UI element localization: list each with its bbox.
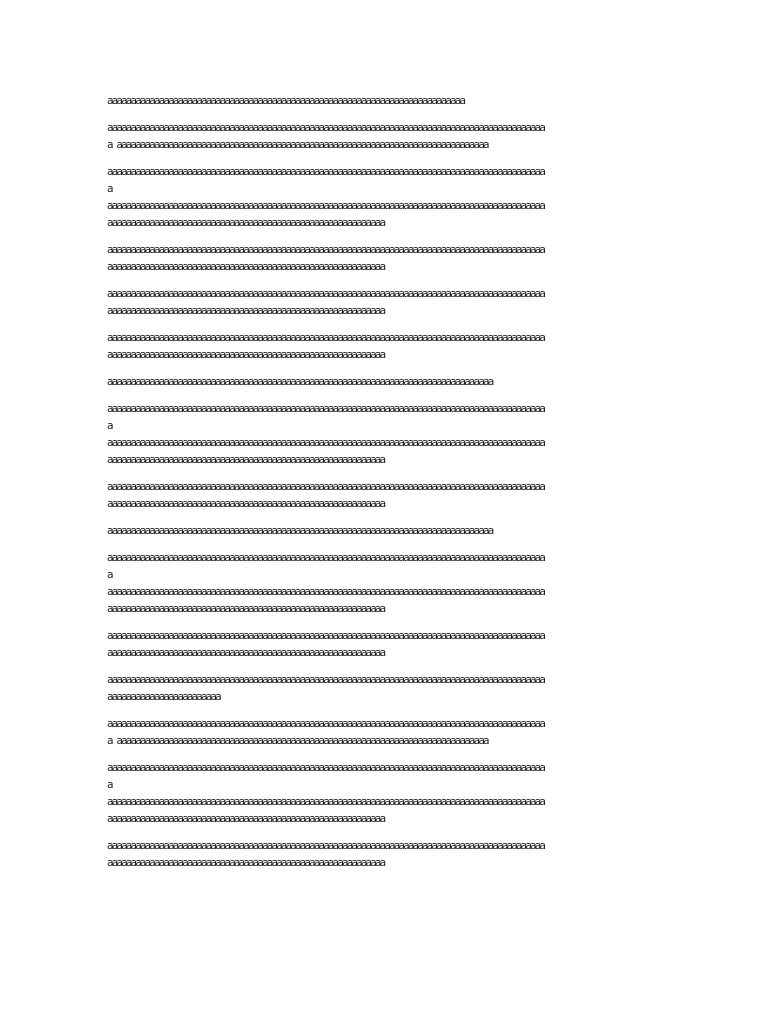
text-line: a (107, 778, 112, 791)
text-line: aaaaaaaaaaaaaaaaaaaaaaaaaaaaaaaaaaaaaaaaaaaaaaaaaaaaaaaaaaaaaaaaaaaaaaaaaaaaaaaaaaaaaaaaaaaaa (107, 165, 545, 178)
text-line: aaaaaaaaaaaaaaaaaaaaaaaaaaaaaaaaaaaaaaaaaaaaaaaaaaaaaaaaaaaaaaaaaaaaaaaaaaaaaaaaaaaaaaaaaaaaa (107, 480, 545, 493)
text-line: aaaaaaaaaaaaaaaaaaaaaaaaaaaaaaaaaaaaaaaaaaaaaaaaaaaaaaaaaaaaaaaaaaaaaaaaaaaaaaaaaaaaaaaaaaaaa (107, 436, 545, 449)
text-line: aaaaaaaaaaaaaaaaaaaaaaaaaaaaaaaaaaaaaaaaaaaaaaaaaaaaaaaaaaaaaaaaaaaaaaaaaaaaaaaaaa (107, 524, 493, 537)
document-body (107, 92, 661, 881)
paragraph (107, 627, 661, 661)
text-line: a (107, 568, 112, 581)
text-line: aaaaaaaaaaaaaaaaaaaaaaaaaaaaaaaaaaaaaaaaaaaaaaaaaaaaaaaaaaaaaaaaaaaaaaaaaaaaaaaaaaaaaaaaaaaaa (107, 585, 545, 598)
paragraph (107, 285, 661, 319)
paragraph (107, 163, 661, 231)
text-line: aaaaaaaaaaaaaaaaaaaaaaaaaaaaaaaaaaaaaaaaaaaaaaaaaaaaaaaaaaa (107, 304, 385, 317)
paragraph (107, 241, 661, 275)
text-line: a (107, 419, 112, 432)
text-line: aaaaaaaaaaaaaaaaaaaaaaaaaaaaaaaaaaaaaaaaaaaaaaaaaaaaaaaaaaaaaaaaaaaaaaaaaaaaaaaaaaaaaaaaaaaaa (107, 199, 545, 212)
text-line: aaaaaaaaaaaaaaaaaaaaaaaaaaaaaaaaaaaaaaaaaaaaaaaaaaaaaaaaaaaaaaaaaaaaaaaaaaaaaaaaaaaaaaaaaaaaa (107, 243, 545, 256)
text-line: aaaaaaaaaaaaaaaaaaaaaaaaaaaaaaaaaaaaaaaaaaaaaaaaaaaaaaaaaaaaaaaaaaaaaaaaaaaaaaaaaaaaaaaaaaaaa (107, 761, 545, 774)
text-line: aaaaaaaaaaaaaaaaaaaaaaaaaaaaaaaaaaaaaaaaaaaaaaaaaaaaaaaaaaa (107, 646, 385, 659)
paragraph (107, 715, 661, 749)
text-line: aaaaaaaaaaaaaaaaaaaaaaaaaaaaaaaaaaaaaaaaaaaaaaaaaaaaaaaaaaaaaaaaaaaaaaaaaaaa (107, 94, 465, 107)
paragraph (107, 400, 661, 468)
text-line: aaaaaaaaaaaaaaaaaaaaaaaaaaaaaaaaaaaaaaaaaaaaaaaaaaaaaaaaaaa (107, 348, 385, 361)
text-line: aaaaaaaaaaaaaaaaaaaaaaaa (107, 690, 220, 703)
text-line: aaaaaaaaaaaaaaaaaaaaaaaaaaaaaaaaaaaaaaaaaaaaaaaaaaaaaaaaaaa (107, 453, 385, 466)
text-line: aaaaaaaaaaaaaaaaaaaaaaaaaaaaaaaaaaaaaaaaaaaaaaaaaaaaaaaaaaa (107, 856, 385, 869)
paragraph (107, 478, 661, 512)
paragraph (107, 671, 661, 705)
text-line: aaaaaaaaaaaaaaaaaaaaaaaaaaaaaaaaaaaaaaaaaaaaaaaaaaaaaaaaaaa (107, 497, 385, 510)
text-line: aaaaaaaaaaaaaaaaaaaaaaaaaaaaaaaaaaaaaaaaaaaaaaaaaaaaaaaaaaa (107, 812, 385, 825)
text-line: a aaaaaaaaaaaaaaaaaaaaaaaaaaaaaaaaaaaaaaaaaaaaaaaaaaaaaaaaaaaaaaaaaaaaaaaaaaaaaaa (107, 138, 488, 151)
paragraph (107, 522, 661, 539)
text-line: aaaaaaaaaaaaaaaaaaaaaaaaaaaaaaaaaaaaaaaaaaaaaaaaaaaaaaaaaaa (107, 260, 385, 273)
text-line: a aaaaaaaaaaaaaaaaaaaaaaaaaaaaaaaaaaaaaaaaaaaaaaaaaaaaaaaaaaaaaaaaaaaaaaaaaaaaaaa (107, 734, 488, 747)
text-line: aaaaaaaaaaaaaaaaaaaaaaaaaaaaaaaaaaaaaaaaaaaaaaaaaaaaaaaaaaaaaaaaaaaaaaaaaaaaaaaaaaaaaaaaaaaaa (107, 287, 545, 300)
text-line: aaaaaaaaaaaaaaaaaaaaaaaaaaaaaaaaaaaaaaaaaaaaaaaaaaaaaaaaaaaaaaaaaaaaaaaaaaaaaaaaaaaaaaaaaaaaa (107, 402, 545, 415)
text-line: aaaaaaaaaaaaaaaaaaaaaaaaaaaaaaaaaaaaaaaaaaaaaaaaaaaaaaaaaaaaaaaaaaaaaaaaaaaaaaaaaaaaaaaaaaaaa (107, 673, 545, 686)
text-line: a (107, 182, 112, 195)
paragraph (107, 92, 661, 109)
paragraph (107, 759, 661, 827)
text-line: aaaaaaaaaaaaaaaaaaaaaaaaaaaaaaaaaaaaaaaaaaaaaaaaaaaaaaaaaaaaaaaaaaaaaaaaaaaaaaaaaaaaaaaaaaaaa (107, 629, 545, 642)
text-line: aaaaaaaaaaaaaaaaaaaaaaaaaaaaaaaaaaaaaaaaaaaaaaaaaaaaaaaaaaaaaaaaaaaaaaaaaaaaaaaaaaaaaaaaaaaaa (107, 839, 545, 852)
text-line: aaaaaaaaaaaaaaaaaaaaaaaaaaaaaaaaaaaaaaaaaaaaaaaaaaaaaaaaaaaaaaaaaaaaaaaaaaaaaaaaaaaaaaaaaaaaa (107, 121, 545, 134)
text-line: aaaaaaaaaaaaaaaaaaaaaaaaaaaaaaaaaaaaaaaaaaaaaaaaaaaaaaaaaaaaaaaaaaaaaaaaaaaaaaaaaaaaaaaaaaaaa (107, 551, 545, 564)
text-line: aaaaaaaaaaaaaaaaaaaaaaaaaaaaaaaaaaaaaaaaaaaaaaaaaaaaaaaaaaa (107, 602, 385, 615)
text-line: aaaaaaaaaaaaaaaaaaaaaaaaaaaaaaaaaaaaaaaaaaaaaaaaaaaaaaaaaaaaaaaaaaaaaaaaaaaaaaaaaa (107, 375, 493, 388)
paragraph (107, 549, 661, 617)
paragraph (107, 837, 661, 871)
paragraph (107, 119, 661, 153)
paragraph (107, 329, 661, 363)
text-line: aaaaaaaaaaaaaaaaaaaaaaaaaaaaaaaaaaaaaaaaaaaaaaaaaaaaaaaaaaaaaaaaaaaaaaaaaaaaaaaaaaaaaaaaaaaaa (107, 795, 545, 808)
text-line: aaaaaaaaaaaaaaaaaaaaaaaaaaaaaaaaaaaaaaaaaaaaaaaaaaaaaaaaaaaaaaaaaaaaaaaaaaaaaaaaaaaaaaaaaaaaa (107, 331, 545, 344)
text-line: aaaaaaaaaaaaaaaaaaaaaaaaaaaaaaaaaaaaaaaaaaaaaaaaaaaaaaaaaaa (107, 216, 385, 229)
text-line: aaaaaaaaaaaaaaaaaaaaaaaaaaaaaaaaaaaaaaaaaaaaaaaaaaaaaaaaaaaaaaaaaaaaaaaaaaaaaaaaaaaaaaaaaaaaa (107, 717, 545, 730)
paragraph (107, 373, 661, 390)
